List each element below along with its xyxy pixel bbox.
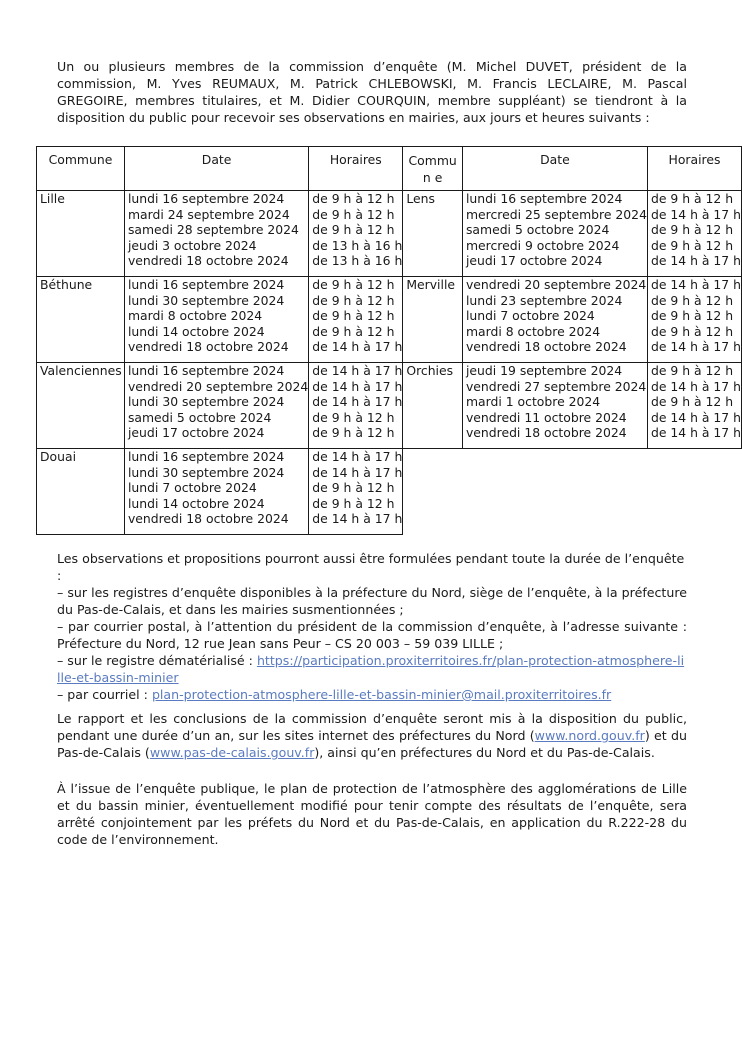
intro-paragraph: Un ou plusieurs membres de la commission d’enquête (M. Michel DUVET, président de la commission, M. Yves REUMAUX, M. Patrick CHLEBOWSKI, M. Francis LECLAIRE, M. Pascal GREGOIRE, membres titulaires, et M. Didier COURQUIN, membre suppléant) se tiendront à la disposition du public pour recevoir ses observations en mairies, aux jours et heures suivants :	[57, 59, 687, 125]
hours-cell-line: de 14 h à 17 h	[650, 253, 741, 269]
date-cell-line: lundi 30 septembre 2024	[127, 292, 285, 308]
observations-item-registers: – sur les registres d’enquête disponibles à la préfecture du Nord, siège de l’enquête, à la préfecture du Pas-de-Calais, et dans les mairies susmentionnées ;	[57, 585, 687, 617]
hours-cell-line: de 14 h à 17 h	[312, 394, 403, 410]
date-cell-line: lundi 14 octobre 2024	[127, 323, 265, 339]
date-cell	[462, 191, 647, 277]
date-cell-line: lundi 30 septembre 2024	[127, 464, 285, 480]
date-cell-line: mardi 8 octobre 2024	[465, 323, 601, 339]
hours-cell-line: de 9 h à 12 h	[312, 292, 395, 308]
date-cell-line: jeudi 3 octobre 2024	[127, 237, 257, 253]
hours-cell-line: de 9 h à 12 h	[312, 277, 395, 292]
date-cell-line: jeudi 17 octobre 2024	[127, 425, 265, 441]
table-row	[37, 277, 742, 363]
date-cell	[124, 449, 308, 535]
hours-cell-line: de 14 h à 17 h	[650, 277, 741, 292]
date-cell-line: jeudi 19 septembre 2024	[465, 363, 623, 378]
hours-cell-line: de 14 h à 17 h	[312, 363, 403, 378]
commune-cell: Douai	[37, 449, 125, 535]
header-date-right: Date	[462, 147, 647, 191]
hours-cell	[309, 449, 403, 535]
date-cell-line: lundi 16 septembre 2024	[127, 363, 285, 378]
commune-cell: Lens	[403, 191, 463, 277]
date-cell-line: vendredi 20 septembre 2024	[127, 378, 309, 394]
date-cell-line: jeudi 17 octobre 2024	[465, 253, 603, 269]
table-row	[37, 449, 742, 535]
intro-block	[57, 58, 687, 126]
date-cell-line: vendredi 20 septembre 2024	[465, 277, 647, 292]
date-cell	[462, 363, 647, 449]
hours-cell-line: de 9 h à 12 h	[312, 206, 395, 222]
observations-item-postal: – par courrier postal, à l’attention du président de la commission d’enquête, à l’adresse suivante : Préfecture du Nord, 12 rue Jean sans Peur – CS 20 003 – 59 039 LILLE ;	[57, 619, 687, 651]
date-cell-line: lundi 16 septembre 2024	[127, 191, 285, 206]
empty-cell	[403, 449, 463, 535]
hours-cell	[309, 363, 403, 449]
hours-cell-line: de 14 h à 17 h	[650, 409, 741, 425]
email-prefix: – par courriel :	[57, 687, 152, 702]
empty-cell	[462, 449, 647, 535]
hours-cell-line: de 9 h à 12 h	[312, 308, 395, 324]
date-cell-line: lundi 16 septembre 2024	[127, 449, 285, 464]
hours-cell-line: de 9 h à 12 h	[650, 222, 734, 238]
hours-cell-line: de 9 h à 12 h	[312, 409, 395, 425]
hours-cell	[647, 191, 741, 277]
hours-cell	[309, 277, 403, 363]
hours-cell-line: de 9 h à 12 h	[312, 480, 395, 496]
date-cell-line: mercredi 25 septembre 2024	[465, 206, 647, 222]
hours-cell-line: de 9 h à 12 h	[650, 237, 734, 253]
table-header-row	[37, 147, 742, 191]
date-cell-line: samedi 5 octobre 2024	[465, 222, 610, 238]
date-cell-line: lundi 30 septembre 2024	[127, 394, 285, 410]
commune-cell: Orchies	[403, 363, 463, 449]
date-cell-line: lundi 16 septembre 2024	[465, 191, 623, 206]
hours-cell-line: de 14 h à 17 h	[312, 339, 403, 355]
date-cell-line: mercredi 9 octobre 2024	[465, 237, 620, 253]
empty-cell	[647, 449, 741, 535]
hours-cell-line: de 9 h à 12 h	[650, 191, 734, 206]
hours-cell-line: de 9 h à 12 h	[650, 292, 734, 308]
commune-cell: Lille	[37, 191, 125, 277]
date-cell-line: lundi 7 octobre 2024	[127, 480, 257, 496]
pas-de-calais-gouv-link[interactable]: www.pas-de-calais.gouv.fr	[149, 745, 315, 760]
header-commune-right: Commun e	[403, 147, 463, 191]
date-cell-line: mardi 1 octobre 2024	[465, 394, 601, 410]
report-paragraph	[57, 710, 687, 761]
hours-cell-line: de 14 h à 17 h	[650, 339, 741, 355]
observations-item-online	[57, 652, 687, 686]
date-cell	[462, 277, 647, 363]
date-cell-line: vendredi 27 septembre 2024	[465, 378, 647, 394]
date-cell-line: vendredi 18 octobre 2024	[465, 425, 627, 441]
hours-cell-line: de 14 h à 17 h	[312, 511, 403, 527]
commune-cell: Béthune	[37, 277, 125, 363]
date-cell-line: lundi 16 septembre 2024	[127, 277, 285, 292]
online-register-link[interactable]: https://participation.proxiterritoires.fr/plan-protection-atmosphere-lille-et-bassin-minier	[57, 653, 685, 685]
observations-lead: Les observations et propositions pourront aussi être formulées pendant toute la durée de l’enquête :	[57, 551, 685, 583]
hours-cell-line: de 9 h à 12 h	[650, 308, 734, 324]
hours-cell-line: de 14 h à 17 h	[312, 464, 403, 480]
hours-cell-line: de 14 h à 17 h	[650, 425, 741, 441]
nord-gouv-link[interactable]: www.nord.gouv.fr	[534, 728, 645, 743]
date-cell-line: lundi 7 octobre 2024	[465, 308, 595, 324]
date-cell-line: lundi 14 octobre 2024	[127, 495, 265, 511]
hours-cell-line: de 9 h à 12 h	[312, 495, 395, 511]
hours-cell-line: de 14 h à 17 h	[312, 378, 403, 394]
date-cell	[124, 191, 308, 277]
hours-cell-line: de 9 h à 12 h	[650, 394, 734, 410]
table-row	[37, 363, 742, 449]
date-cell-line: vendredi 18 octobre 2024	[127, 253, 289, 269]
date-cell-line: mardi 8 octobre 2024	[127, 308, 263, 324]
date-cell	[124, 277, 308, 363]
date-cell	[124, 363, 308, 449]
date-cell-line: vendredi 18 octobre 2024	[127, 511, 289, 527]
hours-cell-line: de 9 h à 12 h	[312, 222, 395, 238]
hours-cell-line: de 9 h à 12 h	[312, 323, 395, 339]
hours-cell	[309, 191, 403, 277]
hours-cell-line: de 9 h à 12 h	[312, 191, 395, 206]
header-date: Date	[124, 147, 308, 191]
header-horaires-right: Horaires	[647, 147, 741, 191]
report-text-1: Le rapport et les conclusions de la commission d’enquête seront mis à la disposition du public, pendant une durée d’un an, sur les sites internet des préfectures du Nord (	[57, 711, 687, 743]
email-link[interactable]: plan-protection-atmosphere-lille-et-bassin-minier@mail.proxiterritoires.fr	[151, 687, 612, 702]
header-horaires: Horaires	[309, 147, 403, 191]
commune-cell: Valenciennes	[37, 363, 125, 449]
hours-cell	[647, 363, 741, 449]
observations-item-email	[57, 686, 687, 703]
date-cell-line: samedi 5 octobre 2024	[127, 409, 272, 425]
schedule-table	[36, 146, 742, 535]
hours-cell-line: de 13 h à 16 h	[312, 237, 403, 253]
observations-block	[57, 550, 687, 703]
date-cell-line: vendredi 11 octobre 2024	[465, 409, 627, 425]
conclusion-paragraph: À l’issue de l’enquête publique, le plan de protection de l’atmosphère des agglomérations de Lille et du bassin minier, éventuellement modifié pour tenir compte des résultats de l’enquête, sera arrêté conjointement par les préfets du Nord et du Pas-de-Calais, en application du R.222-28 du code de l’environnement.	[57, 781, 687, 847]
date-cell-line: vendredi 18 octobre 2024	[465, 339, 627, 355]
header-commune: Commune	[37, 147, 125, 191]
hours-cell-line: de 14 h à 17 h	[650, 378, 741, 394]
hours-cell-line: de 9 h à 12 h	[312, 425, 395, 441]
conclusion-block	[57, 780, 687, 848]
date-cell-line: lundi 23 septembre 2024	[465, 292, 623, 308]
date-cell-line: samedi 28 septembre 2024	[127, 222, 299, 238]
report-text-2: ) et du Pas-de-Calais (	[57, 728, 688, 760]
commune-cell: Merville	[403, 277, 463, 363]
table-row	[37, 191, 742, 277]
date-cell-line: mardi 24 septembre 2024	[127, 206, 290, 222]
date-cell-line: vendredi 18 octobre 2024	[127, 339, 289, 355]
hours-cell-line: de 14 h à 17 h	[650, 206, 741, 222]
online-prefix: – sur le registre dématérialisé :	[57, 653, 257, 668]
report-text-3: ), ainsi qu’en préfectures du Nord et du Pas-de-Calais.	[314, 745, 655, 760]
hours-cell-line: de 13 h à 16 h	[312, 253, 403, 269]
hours-cell-line: de 14 h à 17 h	[312, 449, 403, 464]
hours-cell	[647, 277, 741, 363]
hours-cell-line: de 9 h à 12 h	[650, 363, 734, 378]
report-block	[57, 710, 687, 761]
hours-cell-line: de 9 h à 12 h	[650, 323, 734, 339]
